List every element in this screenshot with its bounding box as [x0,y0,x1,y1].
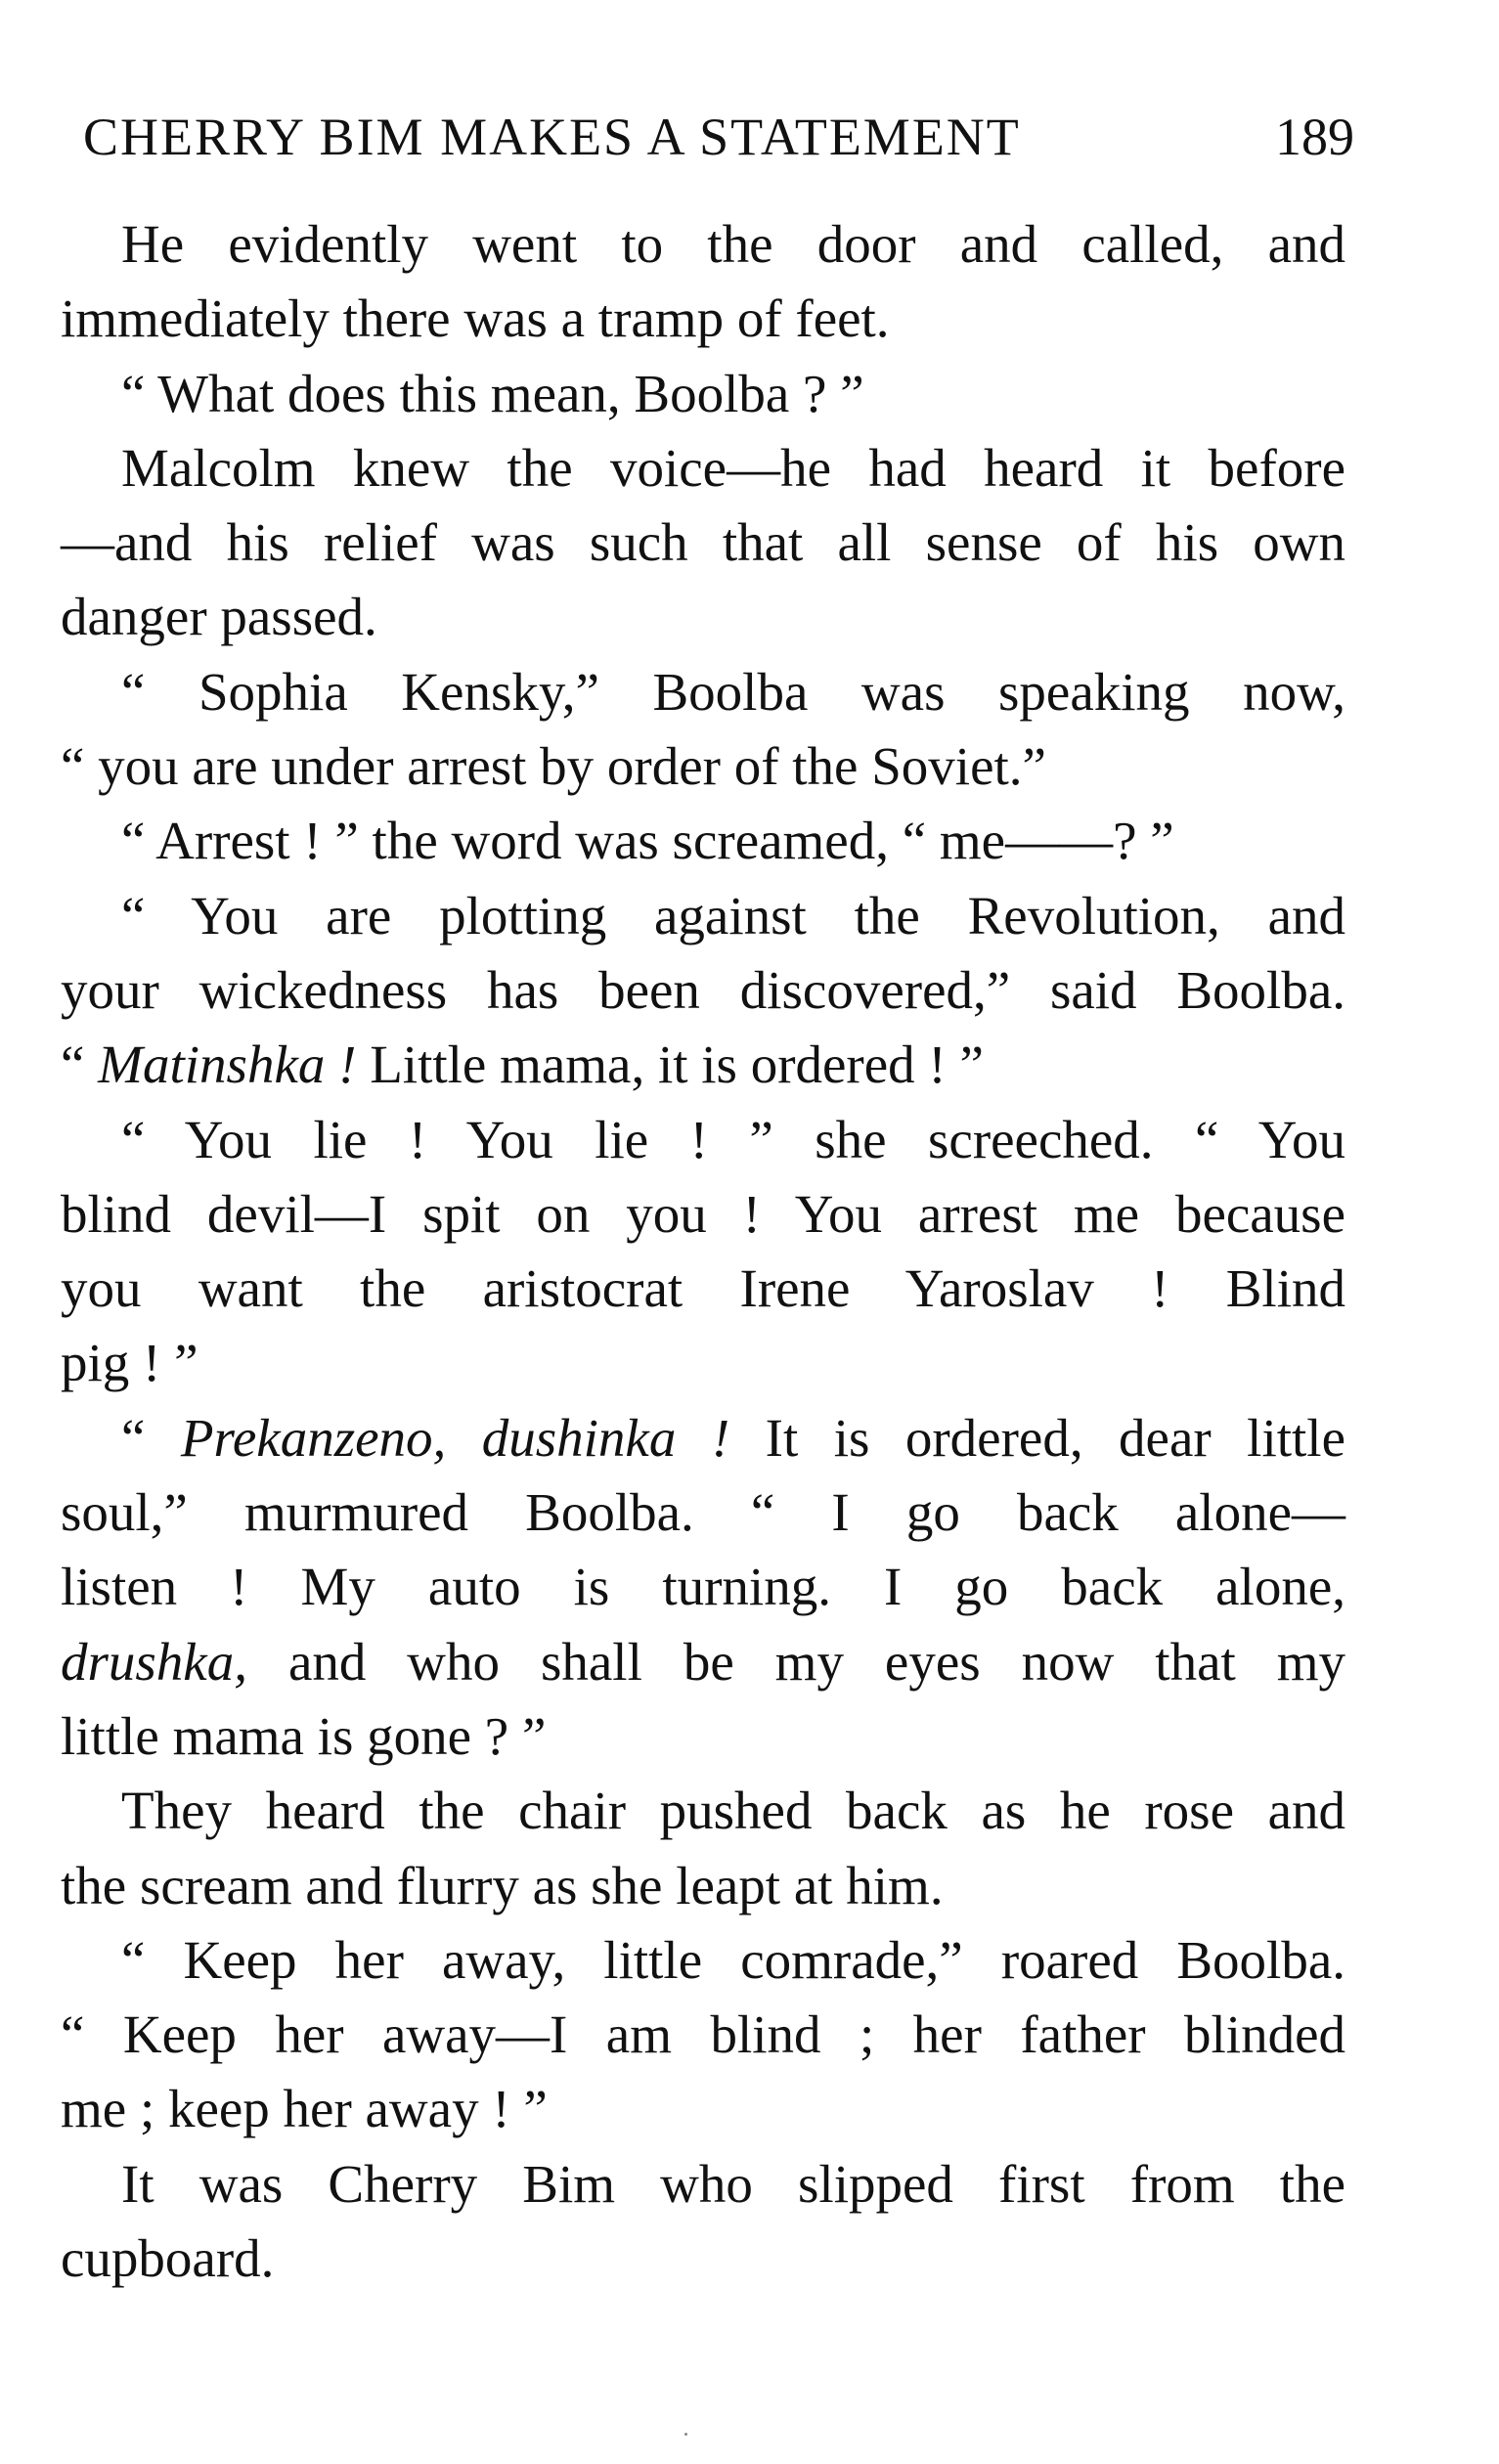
page-speck [684,2433,687,2436]
text-line [61,1550,1345,1624]
text-line [61,2222,1345,2296]
running-header [83,98,1354,176]
text-span: you want the aristocrat Irene Yaroslav ! Blind [61,1258,1345,1319]
text-span: “ [121,1407,181,1468]
text-span: cupboard. [61,2228,275,2289]
text-line [61,1475,1345,1550]
text-span: listen ! My auto is turning. I go back alone, [61,1557,1345,1617]
text-line [61,431,1345,506]
italic-text: Matinshka ! [98,1034,357,1095]
text-span: “ [61,1034,99,1095]
text-line [61,804,1345,878]
text-line [61,1103,1345,1177]
text-span: and who shall be my eyes now that my [246,1631,1345,1692]
text-span: “ Keep her away—I am blind ; her father blinded [61,2004,1345,2065]
text-line [61,1326,1345,1400]
text-line [61,357,1345,431]
text-line [61,207,1345,282]
text-line [61,729,1345,804]
text-line [61,879,1345,953]
text-line [61,1998,1345,2072]
text-line [61,1028,1345,1102]
text-span: He evidently went to the door and called, and [121,214,1345,274]
text-span: —and his relief was such that all sense of his own [61,512,1345,573]
text-line [61,1849,1345,1923]
italic-text: drushka, [61,1631,247,1692]
running-title: CHERRY BIM MAKES A STATEMENT [83,108,1021,166]
text-span: “ What does this mean, Boolba ? ” [121,363,864,423]
text-span: “ Sophia Kensky,” Boolba was speaking now, [121,661,1345,722]
body-text [61,207,1345,2296]
text-span: “ You are plotting against the Revolution, and [121,885,1345,946]
text-span: soul,” murmured Boolba. “ I go back alone— [61,1482,1345,1543]
text-span: It is ordered, dear little [729,1407,1345,1468]
text-line [61,580,1345,654]
text-line [61,282,1345,356]
text-span: “ you are under arrest by order of the Soviet.” [61,736,1046,797]
text-span: Little mama, it is ordered ! ” [356,1034,984,1095]
text-line [61,1699,1345,1774]
text-line [61,1625,1345,1699]
text-line [61,1252,1345,1326]
text-span: me ; keep her away ! ” [61,2079,548,2139]
text-line [61,2147,1345,2222]
text-span: It was Cherry Bim who slipped first from the [121,2153,1345,2214]
text-span: pig ! ” [61,1333,198,1393]
text-span: “ You lie ! You lie ! ” she screeched. “ You [121,1109,1345,1169]
text-line [61,1401,1345,1475]
text-span: danger passed. [61,587,377,647]
text-line [61,506,1345,580]
text-span: Malcolm knew the voice—he had heard it before [121,437,1345,498]
page-number: 189 [1275,108,1354,166]
text-line [61,655,1345,729]
italic-text: Prekanzeno, dushinka ! [180,1407,730,1468]
text-span: “ Arrest ! ” the word was screamed, “ me——? ” [121,811,1174,871]
text-span: the scream and flurry as she leapt at him. [61,1855,944,1915]
text-span: They heard the chair pushed back as he rose and [121,1781,1345,1841]
text-line [61,1923,1345,1998]
text-span: little mama is gone ? ” [61,1705,547,1766]
text-span: your wickedness has been discovered,” said Boolba. [61,959,1345,1020]
text-line [61,1177,1345,1252]
text-span: immediately there was a tramp of feet. [61,288,890,349]
text-line [61,2072,1345,2146]
text-span: blind devil—I spit on you ! You arrest me because [61,1183,1345,1244]
text-span: “ Keep her away, little comrade,” roared Boolba. [121,1929,1345,1990]
text-line [61,953,1345,1028]
text-line [61,1774,1345,1848]
